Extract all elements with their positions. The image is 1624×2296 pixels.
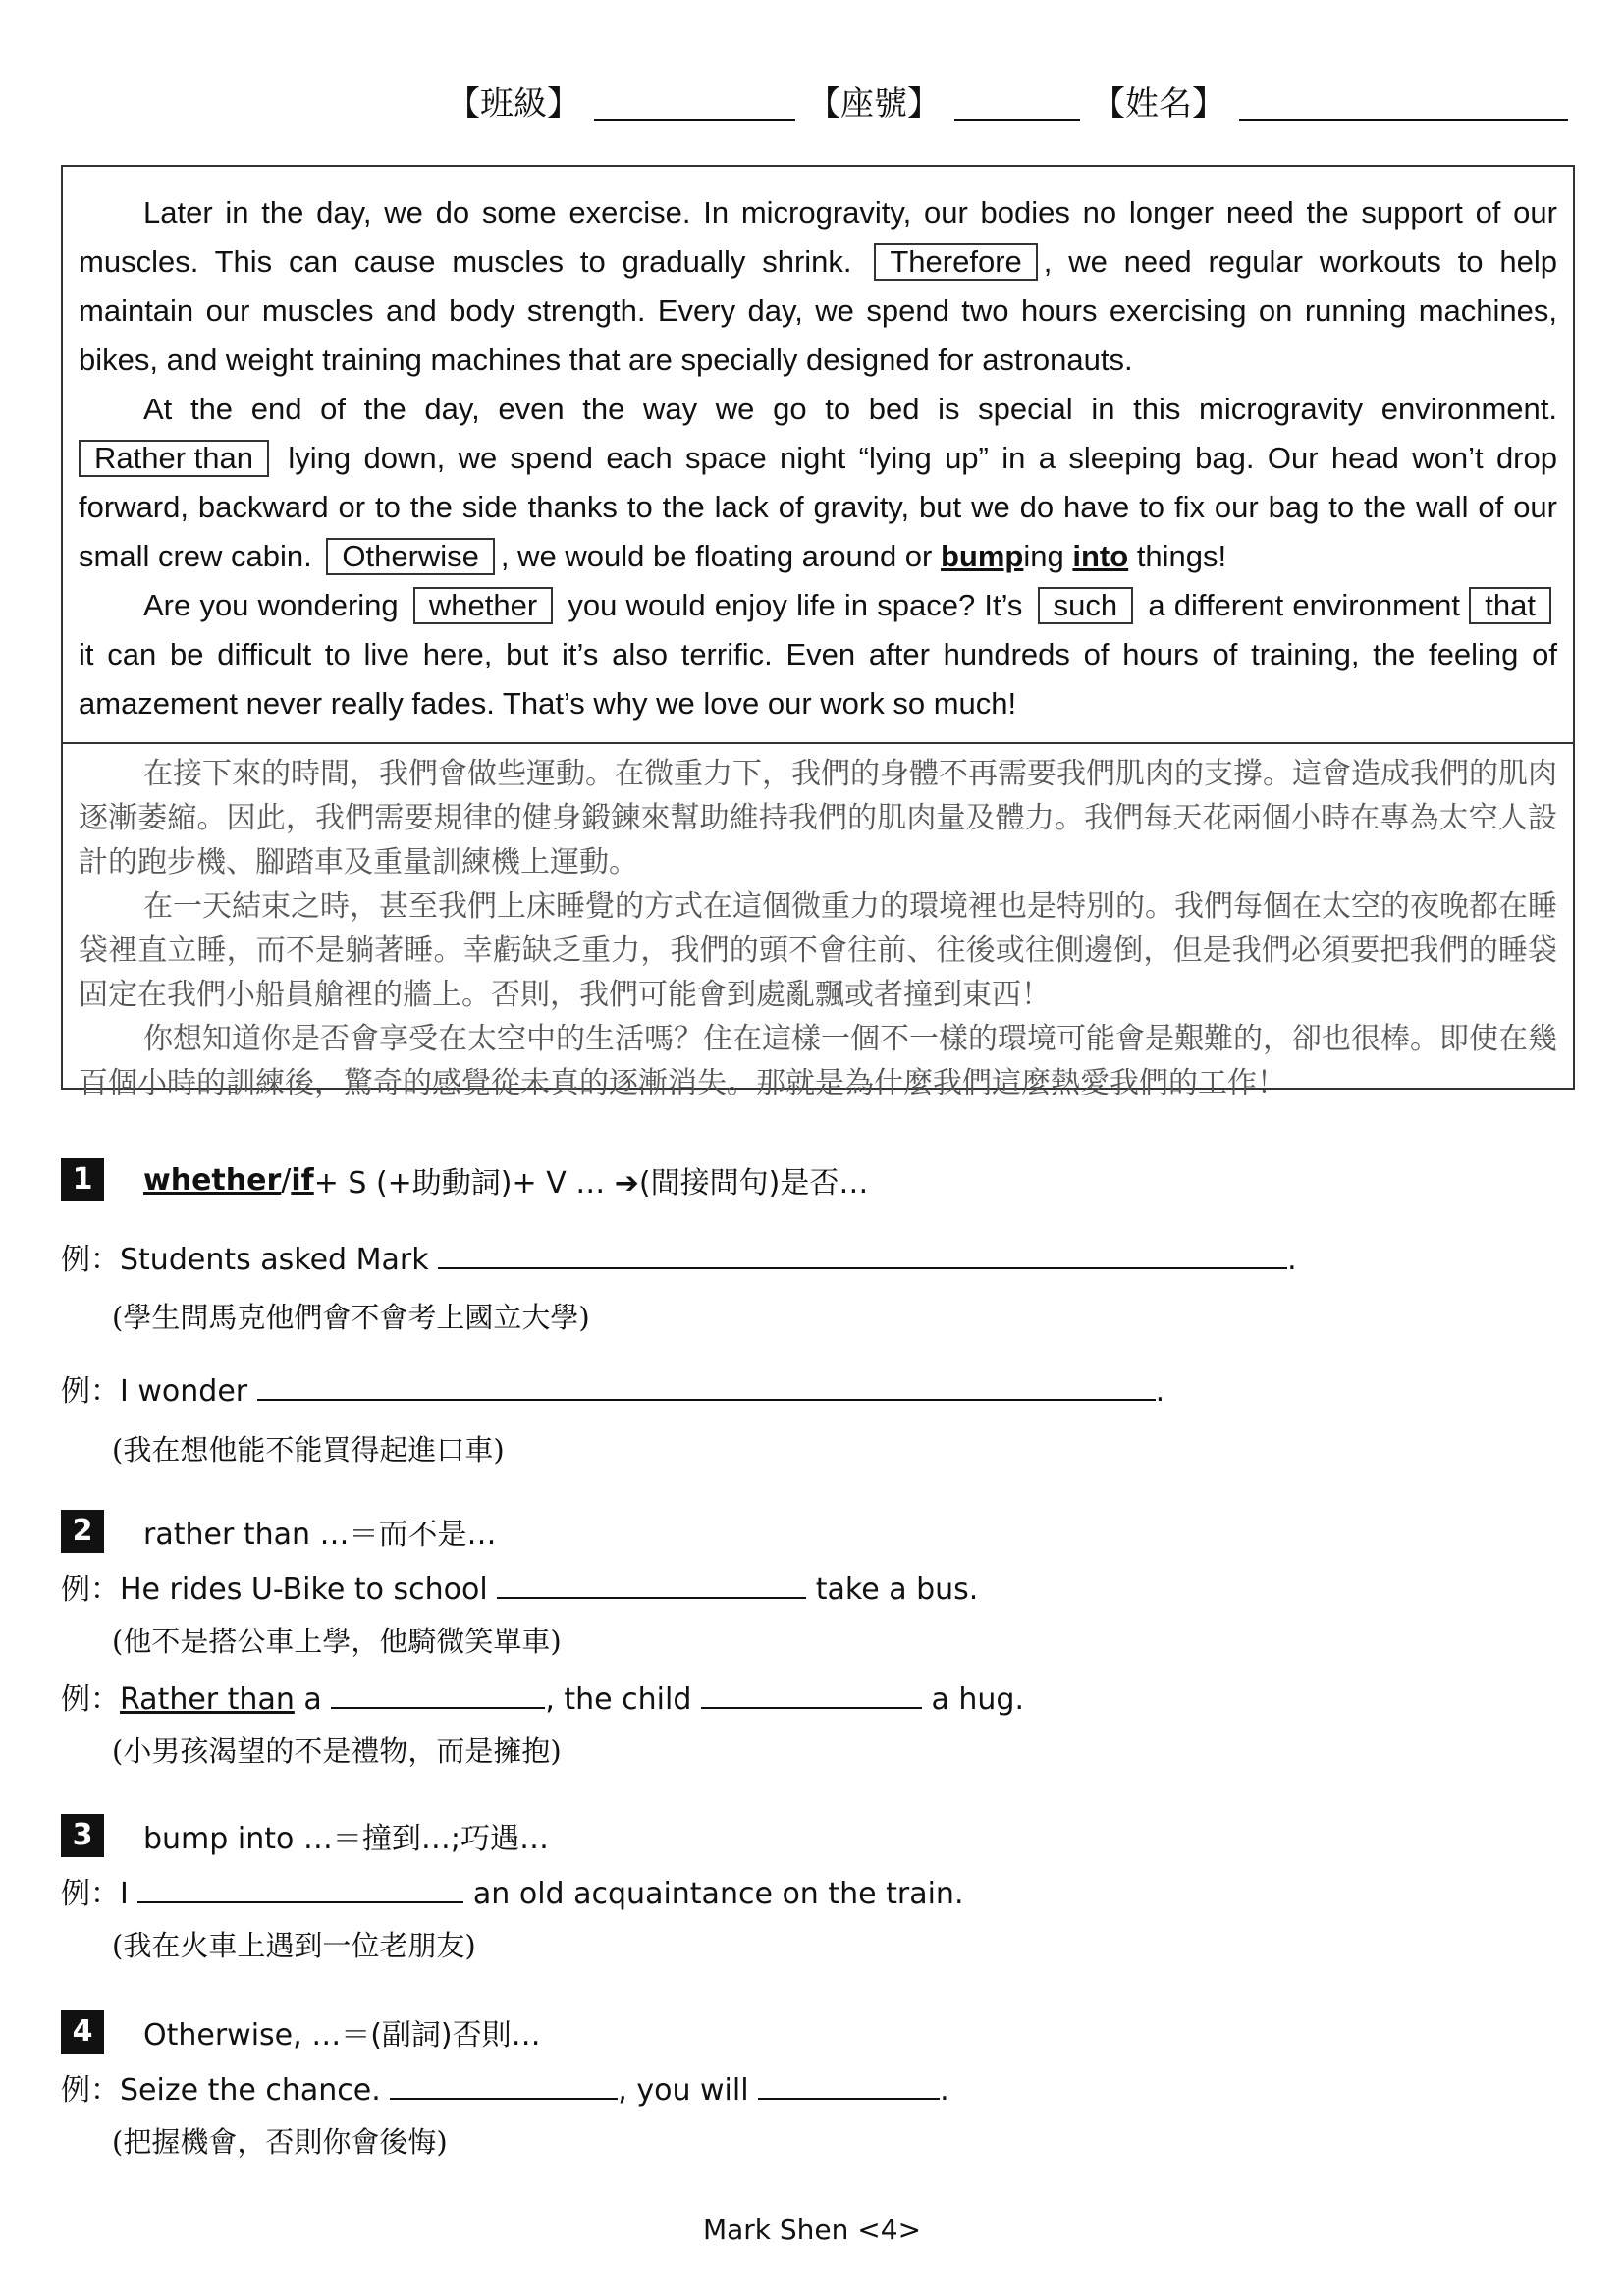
answer-blank[interactable] [137,1872,463,1903]
example-sentence: 例：Seize the chance. , you will . [61,2065,949,2109]
student-info-header [447,77,1580,125]
example-translation: (學生問馬克他們會不會考上國立大學) [112,1301,590,1334]
translation-paragraph-2: 在一天結束之時，甚至我們上床睡覺的方式在這個微重力的環境裡也是特別的。我們每個在太空的夜晚都在睡袋裡直立睡，而不是躺著睡。幸虧缺乏重力，我們的頭不會往前、往後或往側邊倒，但是我們必須要把我們的睡袋固定在我們小船員艙裡的牆上。否則，我們可能會到處亂飄或者撞到東西！ [79,889,1557,1012]
answer-blank[interactable] [257,1369,1156,1401]
passage-paragraph-2: At the end of the day, even the way we go to bed is special in this microgravity environment. Rather than lying down, we spend each space night “lying up” in a sleeping bag. Our head won’t drop forward, backward or to the side thanks to the lack of gravity, but we do have to fix our bag to the wall of our small crew cabin. Otherwise , we would be floating around or bumping into things! [79,392,1557,573]
translation-paragraph-3: 你想知道你是否會享受在太空中的生活嗎？住在這樣一個不一樣的環境可能會是艱難的，卻也很棒。即使在幾百個小時的訓練後，驚奇的感覺從未真的逐漸消失。那就是為什麼我們這麼熱愛我們的工作！ [79,1022,1557,1100]
example-translation: (我在火車上遇到一位老朋友) [112,1929,476,1962]
into-highlight: into [1072,539,1129,573]
answer-blank[interactable] [390,2068,618,2100]
grammar-title: 1 whether / if + S (+助動詞)+ V … ➔(間接問句)是否… [61,1158,868,1201]
answer-box-rather-than: Rather than [79,440,269,477]
passage-paragraph-1: Later in the day, we do some exercise. In microgravity, our bodies no longer need the support of our muscles. This can cause muscles to gradually shrink. Therefore , we need regular workouts to help maintain our muscles and body strength. Every day, we spend two hours exercising on running machines, bikes, and weight training machines that are specially designed for astronauts. [79,195,1557,377]
grammar-title: 3 bump into …＝撞到…;巧遇… [61,1814,549,1857]
example-translation: (我在想他能不能買得起進口車) [112,1433,505,1467]
page-footer: Mark Shen <4> [702,2214,922,2246]
passage-paragraph-3: Are you wondering whether you would enjoy life in space? It’s such a different environment that it can be difficult to live here, but it’s also terrific. Even after hundreds of hours of training, the feeling of amazement never really fades. That’s why we love our work so much! [79,588,1557,721]
grammar-number: 2 [61,1510,104,1553]
grammar-number: 1 [61,1158,104,1201]
answer-box-therefore: Therefore [874,243,1037,281]
answer-blank[interactable] [497,1568,806,1599]
example-translation: (他不是搭公車上學，他騎微笑單車) [112,1625,562,1658]
example-sentence: 例：He rides U-Bike to school take a bus. [61,1565,978,1608]
grammar-number: 3 [61,1814,104,1857]
answer-blank[interactable] [331,1678,545,1709]
name-field[interactable] [1239,85,1568,121]
answer-blank[interactable] [438,1238,1287,1269]
example-sentence: 例：I wonder . [61,1366,1164,1410]
example-sentence: 例：Students asked Mark . [61,1235,1297,1278]
reading-passage [61,165,1575,1100]
example-sentence: 例：Rather than a , the child a hug. [61,1675,1024,1718]
class-field[interactable] [594,85,795,121]
seat-label: 【座號】 [807,84,941,124]
seat-field[interactable] [954,85,1080,121]
answer-box-otherwise: Otherwise [326,538,495,575]
passage-english [63,167,1573,744]
grammar-number: 4 [61,2010,104,2054]
answer-box-that: that [1469,587,1551,624]
answer-blank[interactable] [701,1678,922,1709]
answer-box-whether: whether [413,587,553,624]
grammar-title: 4 Otherwise, …＝(副詞)否則… [61,2010,541,2054]
example-translation: (小男孩渴望的不是禮物，而是擁抱) [112,1735,562,1768]
example-sentence: 例：I an old acquaintance on the train. [61,1869,963,1912]
grammar-title: 2 rather than …＝而不是… [61,1510,497,1553]
class-label: 【班級】 [447,84,580,124]
translation-paragraph-1: 在接下來的時間，我們會做些運動。在微重力下，我們的身體不再需要我們肌肉的支撐。這會造成我們的肌肉逐漸萎縮。因此，我們需要規律的健身鍛鍊來幫助維持我們的肌肉量及體力。我們每天花兩個小時在專為太空人設計的跑步機、腳踏車及重量訓練機上運動。 [79,757,1557,880]
passage-chinese [63,746,1573,1105]
bump-highlight: bump [941,539,1024,573]
name-label: 【姓名】 [1092,84,1225,124]
example-translation: (把握機會，否則你會後悔) [112,2125,448,2159]
answer-box-such: such [1038,587,1133,624]
answer-blank[interactable] [758,2068,940,2100]
